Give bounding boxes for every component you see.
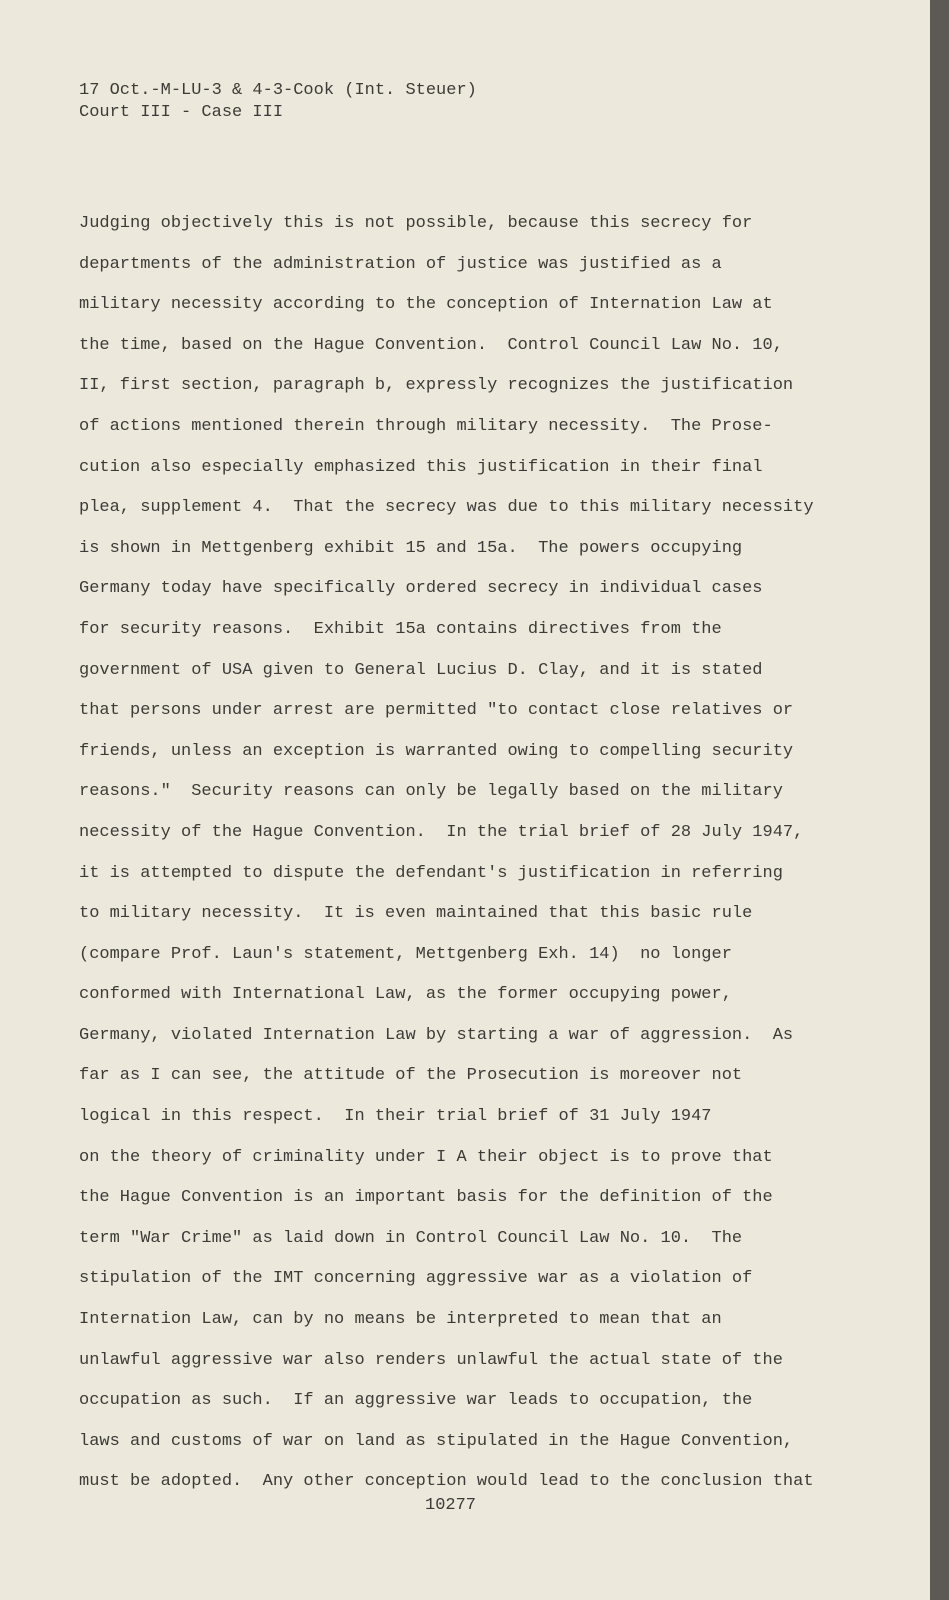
body-line: reasons." Security reasons can only be legally based on the military [79, 782, 783, 802]
body-line: must be adopted. Any other conception would lead to the conclusion that [79, 1472, 814, 1492]
body-line: the Hague Convention is an important basis for the definition of the [79, 1188, 773, 1208]
body-line: (compare Prof. Laun's statement, Mettgenberg Exh. 14) no longer [79, 944, 732, 964]
body-line: to military necessity. It is even maintained that this basic rule [79, 904, 753, 924]
body-line: military necessity according to the conception of Internation Law at [79, 295, 773, 315]
body-line: is shown in Mettgenberg exhibit 15 and 15a. The powers occupying [79, 538, 743, 558]
body-line: the time, based on the Hague Convention. Control Council Law No. 10, [79, 335, 783, 355]
body-line: cution also especially emphasized this justification in their final [79, 457, 763, 477]
page-number: 10277 [425, 1496, 477, 1515]
body-line: departments of the administration of justice was justified as a [79, 254, 722, 274]
body-line: on the theory of criminality under I A their object is to prove that [79, 1147, 773, 1167]
body-line: term "War Crime" as laid down in Control Council Law No. 10. The [79, 1228, 743, 1248]
body-line: conformed with International Law, as the former occupying power, [79, 985, 732, 1005]
body-line: Germany, violated Internation Law by starting a war of aggression. As [79, 1025, 794, 1045]
body-line: Internation Law, can by no means be interpreted to mean that an [79, 1310, 722, 1330]
document-header [79, 80, 477, 124]
body-line: that persons under arrest are permitted "to contact close relatives or [79, 701, 794, 721]
header-line-2: Court III - Case III [79, 103, 284, 122]
body-line: for security reasons. Exhibit 15a contains directives from the [79, 619, 722, 639]
body-line: II, first section, paragraph b, expressly recognizes the justification [79, 376, 794, 396]
header-line-1: 17 Oct.-M-LU-3 & 4-3-Cook (Int. Steuer) [79, 81, 477, 100]
body-line: Judging objectively this is not possible, because this secrecy for [79, 214, 753, 233]
body-line: laws and customs of war on land as stipulated in the Hague Convention, [79, 1431, 794, 1451]
body-line: Germany today have specifically ordered secrecy in individual cases [79, 579, 763, 599]
body-line: logical in this respect. In their trial brief of 31 July 1947 [79, 1107, 712, 1127]
body-line: government of USA given to General Lucius D. Clay, and it is stated [79, 660, 763, 680]
body-line: stipulation of the IMT concerning aggressive war as a violation of [79, 1269, 753, 1289]
body-line: unlawful aggressive war also renders unlawful the actual state of the [79, 1350, 783, 1370]
document-body [79, 204, 814, 1503]
body-line: necessity of the Hague Convention. In the trial brief of 28 July 1947, [79, 822, 804, 842]
body-line: plea, supplement 4. That the secrecy was due to this military necessity [79, 498, 814, 518]
body-line: occupation as such. If an aggressive war leads to occupation, the [79, 1391, 753, 1411]
body-line: of actions mentioned therein through military necessity. The Prose- [79, 416, 773, 436]
body-line: it is attempted to dispute the defendant's justification in referring [79, 863, 783, 883]
body-line: far as I can see, the attitude of the Prosecution is moreover not [79, 1066, 743, 1086]
body-line: friends, unless an exception is warranted owing to compelling security [79, 741, 794, 761]
